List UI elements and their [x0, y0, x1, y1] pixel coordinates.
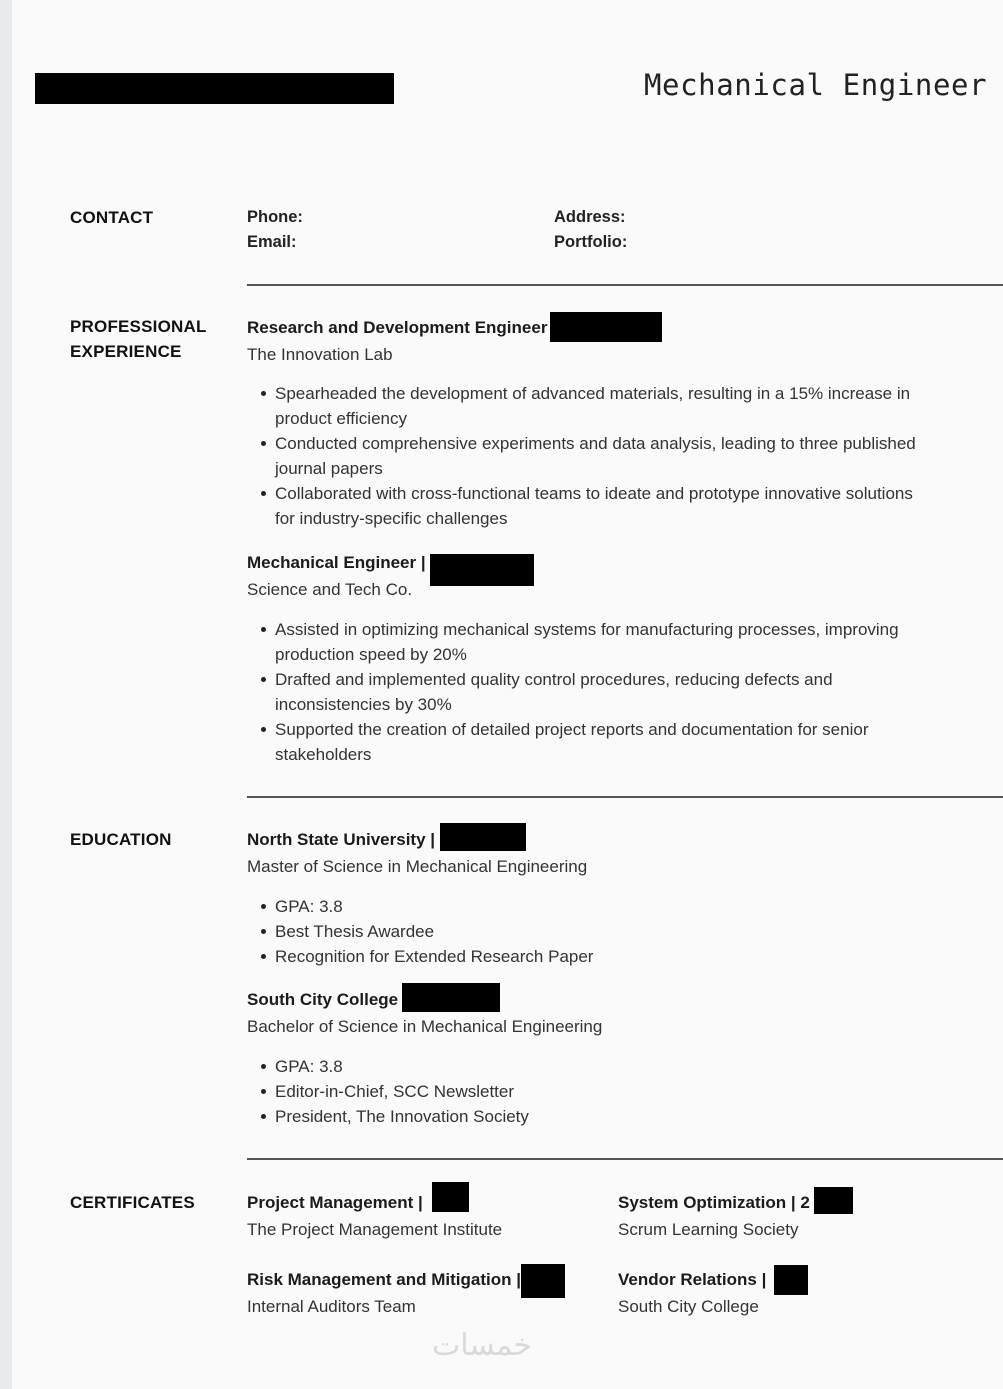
list-item: Best Thesis Awardee	[247, 919, 917, 944]
list-item: Spearheaded the development of advanced materials, resulting in a 15% increase in product efficiency	[247, 381, 917, 431]
certificate-3-name: Risk Management and Mitigation |	[247, 1270, 521, 1289]
certificates-heading: CERTIFICATES	[70, 1193, 195, 1212]
redacted-dates	[814, 1187, 853, 1214]
resume-page	[12, 0, 1003, 1389]
redacted-dates	[521, 1264, 565, 1298]
certificate-2-issuer: Scrum Learning Society	[618, 1220, 799, 1239]
address-label: Address:	[554, 208, 626, 226]
school-2-bullets	[247, 1054, 917, 1129]
redacted-dates	[550, 312, 662, 342]
certificate-1-name: Project Management |	[247, 1193, 423, 1212]
list-item: GPA: 3.8	[247, 1054, 917, 1079]
school-2-degree: Bachelor of Science in Mechanical Engineering	[247, 1017, 603, 1036]
education-heading: EDUCATION	[70, 830, 172, 849]
experience-heading	[70, 314, 207, 364]
certificate-3-issuer: Internal Auditors Team	[247, 1297, 416, 1316]
experience-heading-line1: PROFESSIONAL	[70, 317, 207, 336]
certificate-4-name: Vendor Relations |	[618, 1270, 767, 1289]
list-item: Collaborated with cross-functional teams to ideate and prototype innovative solutions for industry-specific challenges	[247, 481, 917, 531]
redacted-dates	[774, 1265, 808, 1295]
redacted-name	[35, 73, 394, 104]
school-1-name: North State University |	[247, 830, 436, 849]
school-2-name: South City College	[247, 990, 399, 1009]
job-title-1: Research and Development Engineer	[247, 318, 548, 337]
list-item: Assisted in optimizing mechanical systems for manufacturing processes, improving production speed by 20%	[247, 617, 917, 667]
watermark: خمسات	[432, 1328, 533, 1363]
list-item: President, The Innovation Society	[247, 1104, 917, 1129]
list-item: Drafted and implemented quality control procedures, reducing defects and inconsistencies by 30%	[247, 667, 917, 717]
divider	[247, 1158, 1003, 1160]
list-item: GPA: 3.8	[247, 894, 917, 919]
company-1: The Innovation Lab	[247, 345, 393, 364]
job-1-bullets	[247, 381, 917, 531]
divider	[247, 284, 1003, 286]
redacted-dates	[432, 1182, 469, 1212]
list-item: Recognition for Extended Research Paper	[247, 944, 917, 969]
certificate-4-issuer: South City College	[618, 1297, 759, 1316]
certificate-2-name: System Optimization | 2	[618, 1193, 810, 1212]
job-title-2: Mechanical Engineer |	[247, 553, 426, 572]
company-2: Science and Tech Co.	[247, 580, 413, 599]
list-item: Conducted comprehensive experiments and data analysis, leading to three published journal papers	[247, 431, 917, 481]
certificate-1-issuer: The Project Management Institute	[247, 1220, 503, 1239]
phone-label: Phone:	[247, 208, 303, 226]
experience-heading-line2: EXPERIENCE	[70, 342, 182, 361]
school-1-degree: Master of Science in Mechanical Engineering	[247, 857, 588, 876]
redacted-dates	[440, 823, 526, 851]
redacted-dates	[402, 983, 500, 1012]
job-title: Mechanical Engineer	[644, 68, 988, 102]
portfolio-label: Portfolio:	[554, 233, 628, 251]
school-1-bullets	[247, 894, 917, 969]
email-label: Email:	[247, 233, 297, 251]
redacted-dates	[430, 554, 534, 586]
divider	[247, 796, 1003, 798]
job-2-bullets	[247, 617, 917, 767]
contact-heading: CONTACT	[70, 208, 154, 227]
list-item: Editor-in-Chief, SCC Newsletter	[247, 1079, 917, 1104]
list-item: Supported the creation of detailed project reports and documentation for senior stakeholders	[247, 717, 917, 767]
